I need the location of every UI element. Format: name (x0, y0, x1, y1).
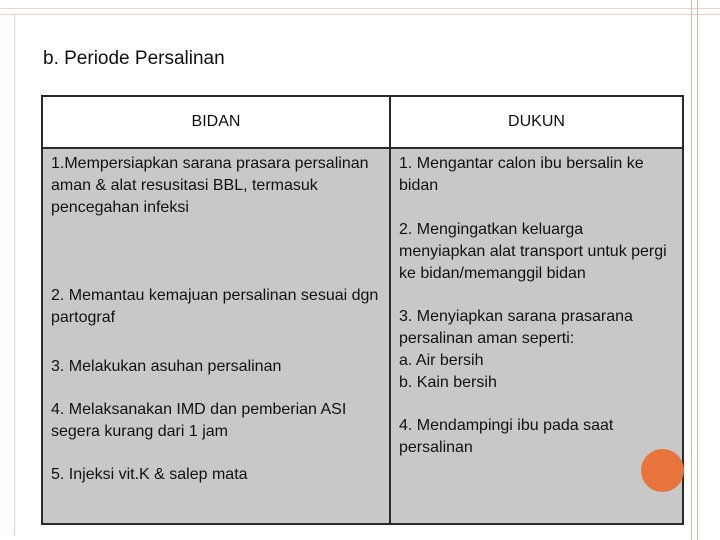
decorative-circle (641, 449, 684, 492)
dukun-item-3b: b. Kain bersih (399, 374, 497, 391)
bidan-item-2: 2. Memantau kemajuan persalinan sesuai dgn partograf (51, 287, 379, 326)
comparison-table (41, 95, 684, 525)
dukun-item-2: 2. Mengingatkan keluarga menyiapkan alat transport untuk pergi ke bidan/memanggil bidan (399, 221, 667, 282)
dukun-item-4: 4. Mendampingi ibu pada saat persalinan (399, 417, 614, 456)
header-dukun: DUKUN (391, 97, 682, 149)
dukun-cell (391, 149, 682, 523)
bidan-item-1: 1.Mempersiapkan sarana prasara persalinan aman & alat resusitasi BBL, termasuk pencegahan infeksi (51, 155, 369, 216)
decorative-frame-line (0, 8, 720, 9)
bidan-item-3: 3. Melakukan asuhan persalinan (51, 358, 282, 375)
dukun-item-3a: a. Air bersih (399, 352, 484, 369)
dukun-item-3: 3. Menyiapkan sarana prasarana persalinan aman seperti: (399, 308, 633, 347)
header-bidan: BIDAN (43, 97, 391, 149)
bidan-item-5: 5. Injeksi vit.K & salep mata (51, 466, 248, 483)
slide-title: b. Periode Persalinan (43, 48, 225, 69)
decorative-frame-line (691, 0, 692, 540)
bidan-item-4: 4. Melaksanakan IMD dan pemberian ASI segera kurang dari 1 jam (51, 401, 347, 440)
dukun-item-1: 1. Mengantar calon ibu bersalin ke bidan (399, 155, 644, 194)
bidan-cell (43, 149, 391, 523)
decorative-frame-line (697, 0, 698, 540)
